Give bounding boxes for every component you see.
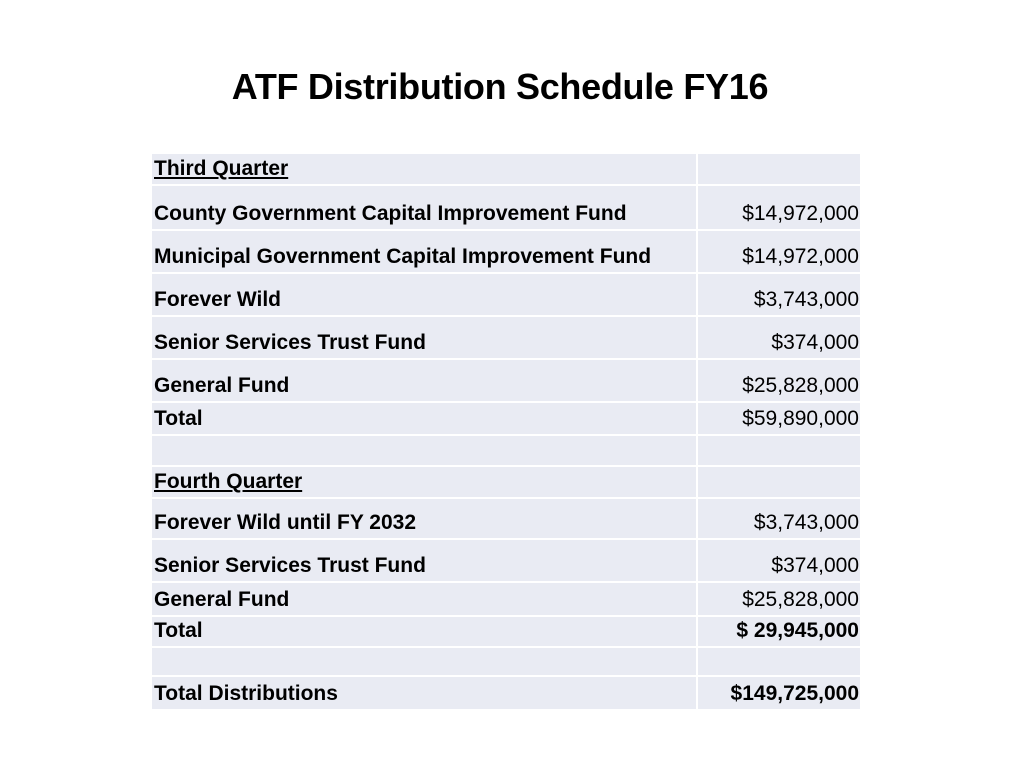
row-value	[698, 436, 860, 465]
table-row-third-quarter-header	[152, 154, 862, 186]
row-value: $14,972,000	[698, 186, 860, 229]
row-label: General Fund	[152, 583, 698, 615]
table-row	[152, 231, 862, 274]
table-row-fourth-quarter-header	[152, 467, 862, 499]
row-value: $374,000	[698, 540, 860, 581]
table-row	[152, 360, 862, 403]
row-label: Total Distributions	[152, 677, 698, 709]
row-value: $ 29,945,000	[698, 617, 860, 646]
table-row-grand-total	[152, 677, 862, 709]
table-row	[152, 583, 862, 617]
row-label: Forever Wild	[152, 274, 698, 315]
table-row-spacer	[152, 648, 862, 677]
row-value	[698, 648, 860, 675]
row-value: $25,828,000	[698, 583, 860, 615]
row-value: $25,828,000	[698, 360, 860, 401]
row-label: Total	[152, 617, 698, 646]
table-row	[152, 186, 862, 231]
table-row	[152, 317, 862, 360]
row-value	[698, 154, 860, 184]
table-row-total	[152, 617, 862, 648]
row-label: Senior Services Trust Fund	[152, 540, 698, 581]
row-value: $149,725,000	[698, 677, 860, 709]
slide-title: ATF Distribution Schedule FY16	[231, 66, 769, 107]
row-label: County Government Capital Improvement Fund	[152, 186, 698, 229]
row-value: $59,890,000	[698, 403, 860, 434]
row-label	[152, 436, 698, 465]
row-label: Total	[152, 403, 698, 434]
section-header-third-quarter: Third Quarter	[154, 157, 289, 180]
row-value: $374,000	[698, 317, 860, 358]
table-row	[152, 540, 862, 583]
row-value: $14,972,000	[698, 231, 860, 272]
table-row-total	[152, 403, 862, 436]
table-row	[152, 274, 862, 317]
row-value: $3,743,000	[698, 499, 860, 538]
row-value	[698, 467, 860, 497]
table-row-spacer	[152, 436, 862, 467]
row-label: Municipal Government Capital Improvement Fund	[152, 231, 698, 272]
row-value: $3,743,000	[698, 274, 860, 315]
row-label: Senior Services Trust Fund	[152, 317, 698, 358]
section-header-fourth-quarter: Fourth Quarter	[154, 470, 303, 493]
distribution-table	[152, 154, 862, 709]
row-label	[152, 648, 698, 675]
row-label: Forever Wild until FY 2032	[152, 499, 698, 538]
row-label: General Fund	[152, 360, 698, 401]
table-row	[152, 499, 862, 540]
